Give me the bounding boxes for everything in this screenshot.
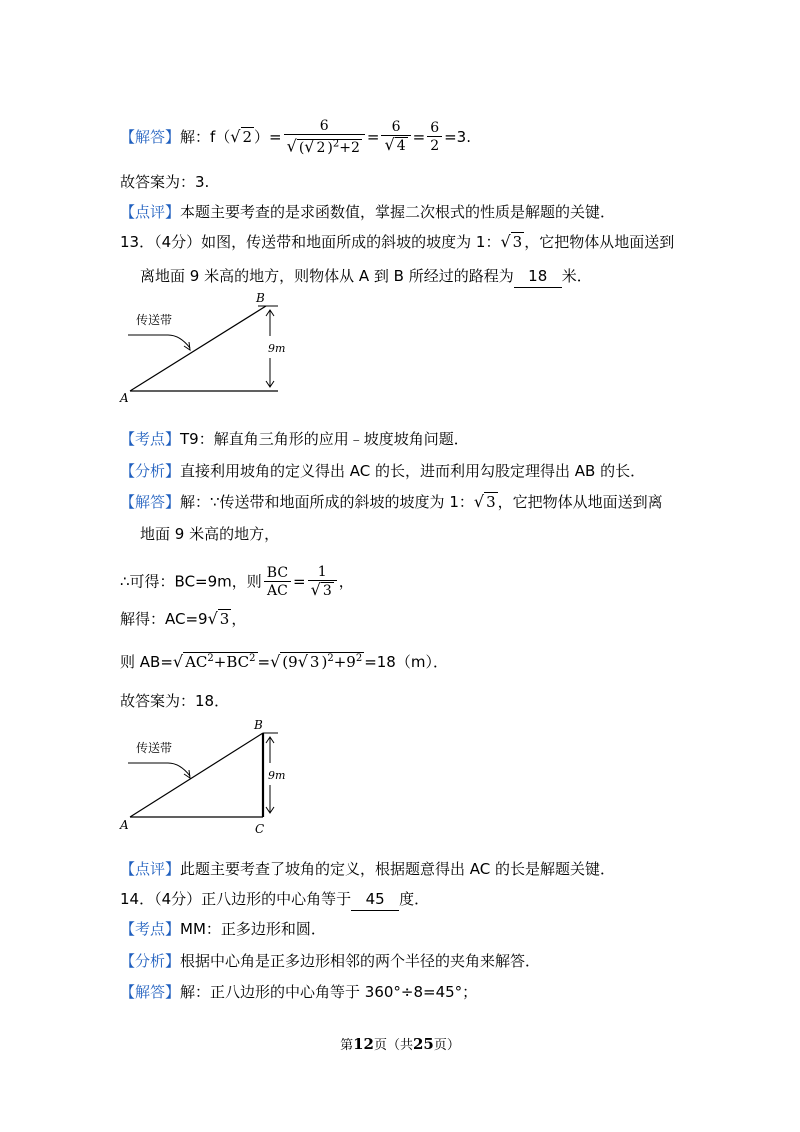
page-number: 12 (353, 1035, 374, 1053)
q14-stem: 14．（4分）正八边形的中心角等于 45 度． (120, 888, 429, 911)
sqrt-expression: √ 2 (230, 127, 253, 147)
sqrt-expression: √ (9√ 3 )$^2+9^2$ (270, 652, 363, 671)
q13-kaodian: 【考点】T9：解直角三角形的应用﹣坡度坡角问题． (120, 430, 469, 448)
height-label: 9m (268, 342, 286, 355)
q13-stem-line1: 13．（4分）如图，传送带和地面所成的斜坡的坡度为 1：√ 3 ，它把物体从地面送到 (120, 232, 675, 251)
sqrt-expression: √ 3 (500, 232, 523, 251)
fraction: $\frac{1}{√ 3}$ (308, 564, 337, 600)
q13-answer: 故答案为：18． (120, 692, 230, 710)
sqrt-expression: √ 3 (207, 609, 230, 628)
solution-tag: 【解答】 (120, 127, 181, 146)
page-total: 25 (413, 1035, 434, 1053)
q13-step2: 解得：AC=9√ 3 ， (120, 609, 247, 628)
answer-blank: 45 (351, 888, 399, 911)
height-label: 9m (268, 769, 286, 782)
belt-label: 传送带 (136, 741, 173, 755)
point-c-label: C (255, 822, 265, 836)
topic-tag: 【考点】 (120, 430, 181, 448)
belt-label: 传送带 (136, 313, 173, 327)
q13-step3: 则 AB=√ $AC^2+BC^2$ =√ (9√ 3 )$^2+9^2 =18(m)$． (120, 648, 448, 673)
review-tag: 【点评】 (120, 203, 181, 221)
q13-stem-line2: 离地面 9 米高的地方，则物体从 A 到 B 所经过的路程为 18 米． (140, 265, 592, 288)
answer-blank: 18 (514, 265, 562, 288)
q12-solution: 【解答】解：f（√ 2 ）= $\frac{6}{√ (√ 2 )^2+2}$ = $\frac{6}{√ 4}$ = $\frac{6}{2}$ =3. (120, 118, 471, 156)
q14-jieda: 【解答】解：正八边形的中心角等于 360°÷8=45°； (120, 983, 478, 1001)
q13-fenxi: 【分析】直接利用坡角的定义得出 AC 的长，进而利用勾股定理得出 AB 的长． (120, 462, 646, 480)
point-b-label: B (256, 291, 265, 305)
q13-jieda-line1: 【解答】解：∵传送带和地面所成的斜坡的坡度为 1：√ 3 ，它把物体从地面送到离 (120, 492, 663, 511)
belt-pointer (128, 763, 190, 776)
q13-review: 【点评】此题主要考查了坡角的定义，根据题意得出 AC 的长是解题关键． (120, 860, 616, 878)
sqrt-expression: √ $AC^2+BC^2$ (172, 652, 256, 671)
point-a-label: A (120, 391, 129, 405)
solution-tag: 【解答】 (120, 493, 181, 511)
fraction: $\frac{6}{√ 4}$ (381, 119, 410, 155)
page-footer: 第12页（共25页） (340, 1035, 460, 1053)
fraction: $\frac{6}{2}$ (427, 120, 442, 155)
q14-fenxi: 【分析】根据中心角是正多边形相邻的两个半径的夹角来解答． (120, 952, 541, 970)
analysis-tag: 【分析】 (120, 462, 181, 480)
point-b-label: B (254, 718, 263, 732)
q12-review: 【点评】本题主要考查的是求函数值，掌握二次根式的性质是解题的关键． (120, 203, 616, 221)
solution-tag: 【解答】 (120, 983, 181, 1001)
topic-tag: 【考点】 (120, 920, 181, 938)
fraction: $\frac{6}{√ (√ 2 )^2+2}$ (284, 118, 365, 157)
point-a-label: A (120, 818, 129, 832)
q14-kaodian: 【考点】MM：正多边形和圆． (120, 920, 326, 938)
q13-jieda-line2: 地面 9 米高的地方， (140, 525, 280, 543)
review-tag: 【点评】 (120, 860, 181, 878)
q13-step1: ∴可得：BC=9m，则 $\frac{BC}{AC}$ = $\frac{1}{√ 3}$ ， (120, 564, 354, 599)
conveyor-figure (118, 290, 288, 408)
sqrt-expression: √ 3 (473, 492, 496, 511)
fraction: $\frac{BC}{AC}$ (264, 565, 291, 600)
analysis-tag: 【分析】 (120, 952, 181, 970)
q12-answer: 故答案为：3. (120, 173, 210, 191)
belt-pointer (128, 335, 190, 348)
conveyor-figure-solution (118, 715, 288, 837)
